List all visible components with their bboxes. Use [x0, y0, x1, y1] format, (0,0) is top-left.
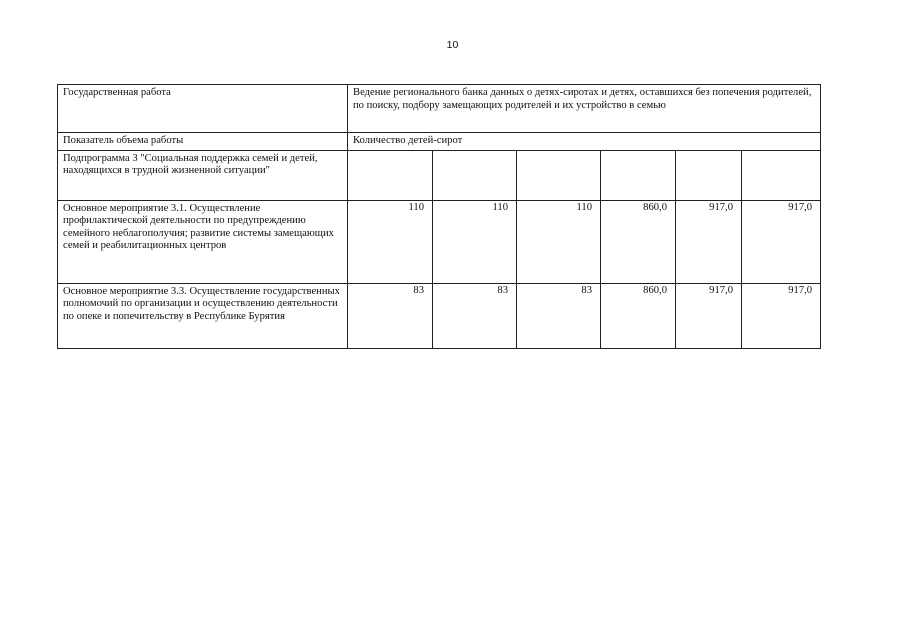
row-name: Основное мероприятие 3.1. Осуществление профилактической деятельности по предупреждению семейного неблагополучия; развитие системы замещающих семей и реабилитационных центров — [58, 200, 348, 283]
row-value: 860,0 — [601, 200, 676, 283]
table-row — [58, 200, 821, 283]
indicator-row — [58, 133, 821, 151]
row-value — [517, 150, 601, 200]
indicator-label: Показатель объема работы — [58, 133, 348, 151]
row-value — [676, 150, 742, 200]
page-number: 10 — [446, 39, 459, 51]
row-value: 110 — [433, 200, 517, 283]
indicator-value: Количество детей-сирот — [348, 133, 821, 151]
row-value: 917,0 — [742, 283, 821, 348]
row-value: 83 — [348, 283, 433, 348]
work-label: Государственная работа — [58, 85, 348, 133]
row-name: Подпрограмма 3 "Социальная поддержка семей и детей, находящихся в трудной жизненной ситуации" — [58, 150, 348, 200]
row-value: 110 — [348, 200, 433, 283]
row-value: 110 — [517, 200, 601, 283]
work-value: Ведение регионального банка данных о детях-сиротах и детях, оставшихся без попечения родителей, по поиску, подбору замещающих родителей и их устройство в семью — [348, 85, 821, 133]
row-value — [433, 150, 517, 200]
row-value: 860,0 — [601, 283, 676, 348]
table-row — [58, 150, 821, 200]
row-value — [742, 150, 821, 200]
row-value: 917,0 — [676, 283, 742, 348]
data-table — [57, 84, 821, 349]
row-value: 83 — [433, 283, 517, 348]
row-value — [601, 150, 676, 200]
row-value: 917,0 — [676, 200, 742, 283]
work-row — [58, 85, 821, 133]
row-name: Основное мероприятие 3.3. Осуществление государственных полномочий по организации и осуществлению деятельности по опеке и попечительству в Республике Бурятия — [58, 283, 348, 348]
row-value: 83 — [517, 283, 601, 348]
row-value: 917,0 — [742, 200, 821, 283]
row-value — [348, 150, 433, 200]
table-row — [58, 283, 821, 348]
